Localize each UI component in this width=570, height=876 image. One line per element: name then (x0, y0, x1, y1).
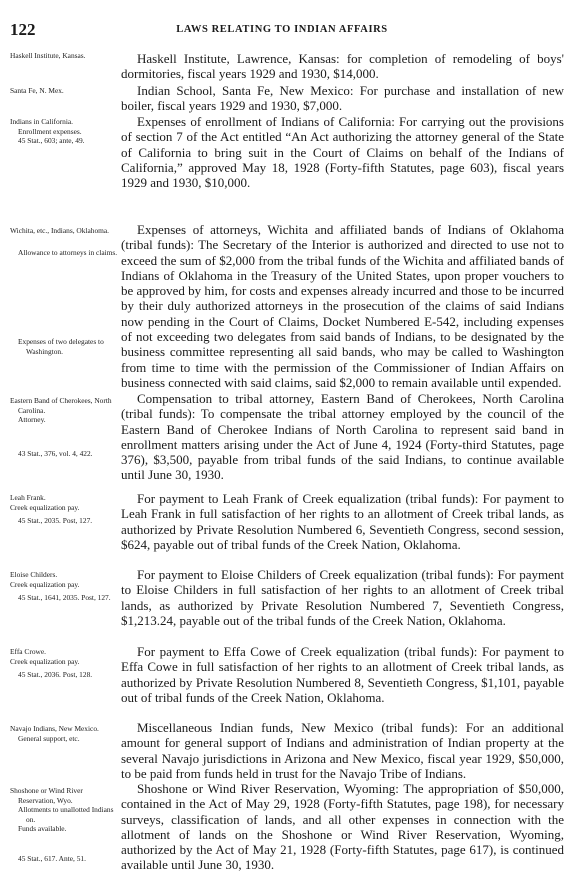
section-text: Expenses of enrollment of Indians of California: For carrying out the provisions of section 7 of the Act entitled “An Act authorizing the attorney general of the State of California to bring suit in the Court of Claims on behalf of the Indians of California,” approved May 18, 1928 (Forty-fifth Statutes, page 603), fiscal years 1929 and 1930, $10,000. (121, 114, 564, 191)
margin-note (10, 570, 118, 603)
margin-note-line: Expenses of two delegates to Washington. (18, 337, 104, 356)
margin-note-line: Allotments to unallotted Indians on. (18, 805, 114, 824)
margin-note-line: Creek equalization pay. (10, 579, 80, 589)
section-text: For payment to Leah Frank of Creek equalization (tribal funds): For payment to Leah Frank in full satisfaction of her rights to an allotment of Creek tribal lands, as authorized by Private Resolution Numbered 6, Seventieth Congress, second session, $624, payable out of tribal funds of the Creek Nation, Oklahoma. (121, 491, 564, 552)
margin-note (10, 226, 118, 356)
margin-note-line: Navajo Indians, New Mexico. (10, 724, 99, 733)
section-text: Indian School, Santa Fe, New Mexico: For purchase and installation of new boiler, fiscal years 1929 and 1930, $7,000. (121, 83, 564, 114)
margin-note-line: 45 Stat., 2036. Post, 128. (18, 670, 93, 679)
section-text: Haskell Institute, Lawrence, Kansas: for completion of remodeling of boys' dormitories, fiscal years 1929 and 1930, $14,000. (121, 51, 564, 82)
section-text: Miscellaneous Indian funds, New Mexico (tribal funds): For an additional amount for general support of Indians and administration of Indian property at the several Navajo jurisdictions in Arizona and New Mexico, fiscal year 1929, $50,000, to be paid from funds held in trust for the Navajo Tribe of Indians. (121, 720, 564, 781)
margin-note-line: Indians in California. (10, 117, 74, 126)
margin-note (10, 724, 118, 743)
margin-note-line: 45 Stat., 2035. Post, 127. (18, 516, 93, 525)
section-text: Expenses of attorneys, Wichita and affiliated bands of Indians of Oklahoma (tribal funds): The Secretary of the Interior is authorized and directed to use not to exceed the sum of $2,000 from the tribal funds of the Wichita and affiliated bands of Indians of Oklahoma in the Treasury of the United States, upon proper vouchers to be approved by him, for costs and expenses already incurred and those to be incurred by their duly authorized attorneys in the prosecution of the claims of said Indians now pending in the Court of Claims, Docket Numbered E-542, including expenses of not exceeding two delegates from said bands of Indians, to be designated by the business committee representing all said bands, who may be called to Washington from time to time with the permission of the Commissioner of Indian Affairs on business connected with said claims, said $2,000 to remain available until expended. (121, 222, 564, 390)
margin-note-line: Haskell Institute, Kansas. (10, 51, 86, 60)
section-text: Shoshone or Wind River Reservation, Wyoming: The appropriation of $50,000, contained in the Act of May 29, 1928 (Forty-fifth Statutes, page 198), for necessary surveys, classification of lands, and all other expenses in connection with the allotment of lands on the Shoshone or Wind River Reservation, Wyoming, authorized by the Act of May 21, 1928 (Forty-fifth Statutes, page 617), is continued available until June 30, 1930. (121, 781, 564, 873)
page-number: 122 (10, 20, 36, 39)
margin-note-line: Effa Crowe. (10, 647, 46, 656)
margin-note-line: General support, etc. (18, 733, 80, 743)
margin-note-line: Attorney. (18, 415, 46, 424)
margin-note-line: 45 Stat., 1641, 2035. Post, 127. (18, 593, 111, 602)
margin-note (10, 493, 118, 526)
margin-note-line: Creek equalization pay. (10, 656, 80, 666)
margin-note-line: 45 Stat., 617. Ante, 51. (18, 853, 86, 863)
margin-note-line: Eloise Childers. (10, 570, 58, 579)
margin-note-line: Shoshone or Wind River Reservation, Wyo. (10, 786, 83, 805)
margin-note-line: Eastern Band of Cherokees, North Carolina. (10, 396, 112, 415)
margin-note (10, 396, 118, 458)
section-text: For payment to Eloise Childers of Creek equalization (tribal funds): For payment to Eloise Childers in full satisfaction of her rights to an allotment of Creek tribal lands, as authorized by Private Resolution Numbered 7, Seventieth Congress, $1,213.24, payable out of the tribal funds of the Creek Nation, Oklahoma. (121, 567, 564, 628)
margin-note (10, 51, 118, 61)
margin-note-line: Wichita, etc., Indians, Oklahoma. (10, 226, 110, 235)
margin-note-line: 43 Stat., 376, vol. 4, 422. (18, 448, 93, 458)
running-head: LAWS RELATING TO INDIAN AFFAIRS (176, 24, 388, 35)
page-header (10, 20, 554, 42)
margin-note-line: Allowance to attorneys in claims. (18, 247, 118, 257)
margin-note (10, 647, 118, 680)
margin-note-line: 45 Stat., 603; ante, 49. (18, 136, 85, 145)
margin-note-line: Funds available. (18, 824, 67, 833)
section-text: For payment to Effa Cowe of Creek equalization (tribal funds): For payment to Effa Cowe in full satisfaction of her rights to an allotment of Creek tribal lands, as authorized by Private Resolution Numbered 8, Seventieth Congress, $1,101, payable out of tribal funds of the Creek Nation, Oklahoma. (121, 644, 564, 705)
margin-note-line: Leah Frank. (10, 493, 46, 502)
margin-note (10, 117, 118, 146)
margin-note-line: Enrollment expenses. (18, 126, 82, 136)
margin-note-line: Santa Fe, N. Mex. (10, 86, 64, 95)
margin-note (10, 786, 118, 863)
section-text: Compensation to tribal attorney, Eastern Band of Cherokees, North Carolina (tribal funds): To compensate the tribal attorney employed by the council of the Eastern Band of Cherokee Indians of North Carolina to represent said band in enrollment matters arising under the Act of June 4, 1924 (Forty-third Statutes, page 376), $3,500, payable from tribal funds of the said Indians, to continue available until June 30, 1930. (121, 391, 564, 483)
margin-note-line: Creek equalization pay. (10, 502, 80, 512)
margin-note (10, 86, 118, 96)
